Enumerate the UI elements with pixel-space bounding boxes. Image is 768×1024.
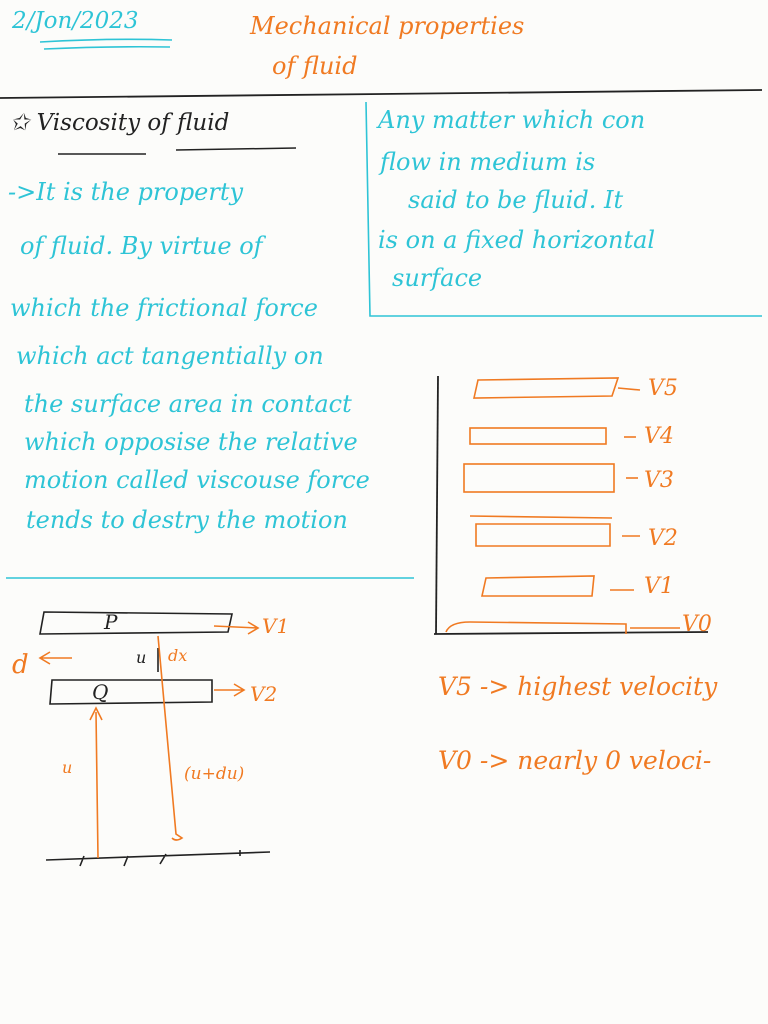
v2-label: V2: [250, 682, 278, 706]
ground: [46, 850, 270, 866]
fluid-note-line: said to be fluid. It: [408, 186, 624, 214]
definition-line: of fluid. By virtue of: [20, 232, 263, 260]
definition-line: the surface area in contact: [24, 390, 352, 418]
fluid-note-line: is on a fixed horizontal: [378, 226, 656, 254]
x-axis: [434, 632, 708, 634]
viscosity-heading: ✩ Viscosity of fluid: [10, 110, 230, 136]
layer-v3: [464, 464, 614, 492]
star-icon: ✩: [10, 110, 37, 136]
title-line-2: of fluid: [272, 52, 358, 80]
definition-line: which the frictional force: [10, 294, 318, 322]
definition-line: tends to destry the motion: [26, 506, 348, 534]
arrow-v2: [214, 684, 244, 696]
title-line-1: Mechanical properties: [250, 12, 525, 40]
line-u-du: [158, 636, 182, 840]
definition-line: which act tangentially on: [16, 342, 324, 370]
dx-label: dx: [168, 646, 188, 665]
layer-v5: [474, 378, 618, 398]
plate-p-label: P: [104, 610, 118, 634]
fluid-note-line: flow in medium is: [380, 148, 596, 176]
layer-v5-dash: [618, 388, 640, 390]
label-v5: V5: [648, 376, 678, 401]
d-label: d: [12, 650, 29, 680]
page-title: [250, 6, 610, 86]
heading-underline: [58, 148, 296, 154]
line-u: [90, 708, 102, 858]
plate-q: [50, 680, 212, 704]
label-v1: V1: [644, 574, 674, 599]
note-zero-velocity: V0 -> nearly 0 veloci-: [438, 746, 712, 775]
plate-q-label: Q: [92, 680, 109, 704]
u-left-label: u: [62, 758, 73, 777]
layer-v4: [470, 428, 606, 444]
plate-p: [40, 612, 232, 634]
label-v3: V3: [644, 468, 674, 493]
note-highest-velocity: V5 -> highest velocity: [438, 672, 718, 701]
u-label: u: [136, 648, 147, 667]
plates-diagram: [40, 612, 270, 866]
date-underline: [40, 39, 172, 49]
definition-line: motion called viscouse force: [24, 466, 370, 494]
layer-v1: [482, 576, 594, 596]
layer-v2: [470, 516, 612, 546]
label-v0: V0: [682, 612, 712, 637]
arrow-d: [40, 652, 72, 664]
date: 2/Jon/2023: [12, 8, 139, 34]
definition-line: ->It is the property: [8, 178, 244, 206]
label-v2: V2: [648, 526, 678, 551]
label-v4: V4: [644, 424, 674, 449]
u-plus-du-label: (u+du): [184, 764, 245, 784]
y-axis: [436, 376, 438, 634]
v1-label: V1: [262, 614, 290, 638]
fluid-note-line: Any matter which con: [378, 106, 646, 134]
header-divider: [0, 90, 762, 98]
fluid-note-line: surface: [392, 264, 483, 292]
definition-line: which opposise the relative: [24, 428, 358, 456]
